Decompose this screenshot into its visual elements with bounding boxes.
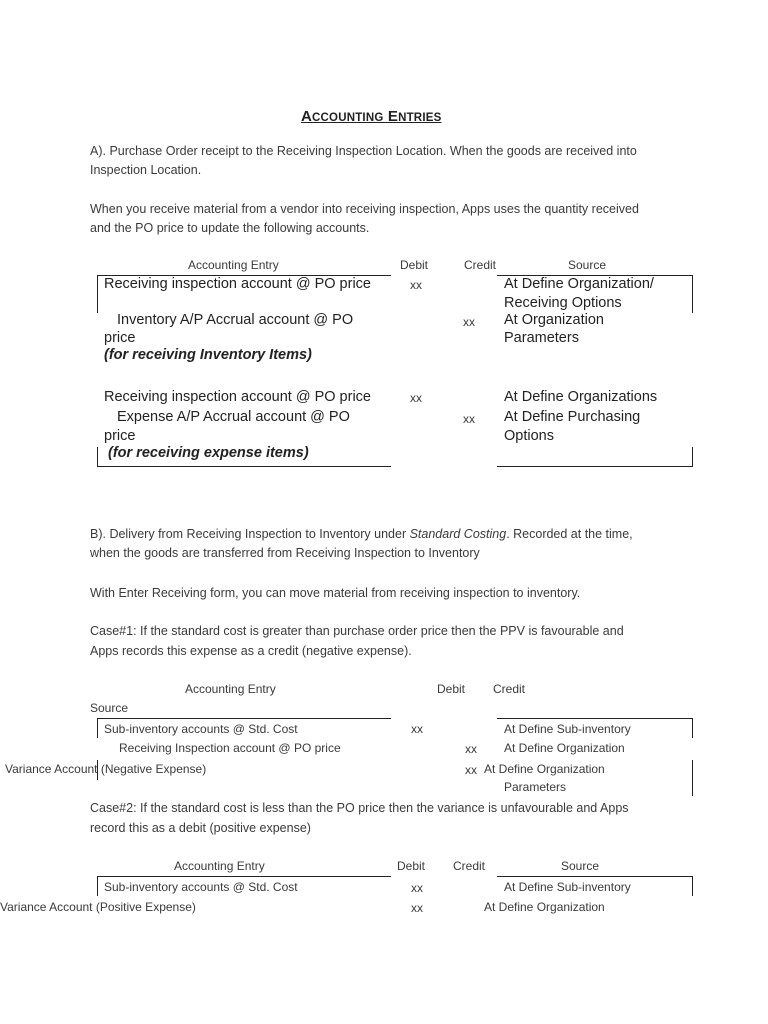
case2-line1: Case#2: If the standard cost is less than the PO price then the variance is unfavourable and Apps [90, 801, 629, 815]
table-b2-row2-entry: Variance Account (Positive Expense) [0, 900, 196, 914]
table-a-row2-source-l2: Parameters [504, 330, 579, 346]
section-b-para: With Enter Receiving form, you can move material from receiving inspection to inventory. [90, 586, 581, 600]
table-a-row2-entry-l1: Inventory A/P Accrual account @ PO [117, 312, 354, 328]
case1-line2: Apps records this expense as a credit (negative expense). [90, 644, 412, 658]
table-b1-top-border-left [97, 718, 391, 719]
table-b2-row2-debit: xx [411, 901, 423, 915]
table-b2-top-border-right [497, 876, 693, 877]
table-a-row1-source-l1: At Define Organization/ [504, 276, 654, 292]
table-b1-row1-entry: Sub-inventory accounts @ Std. Cost [104, 722, 298, 736]
table-a-row2-credit: xx [463, 315, 475, 329]
table-b1-right-border [692, 718, 693, 738]
table-b2-header-source: Source [561, 859, 600, 873]
table-b1-row2-source: At Define Organization [504, 741, 625, 755]
table-a-right-border-bottom [692, 447, 693, 467]
table-a-row3-entry: Receiving inspection account @ PO price [104, 389, 371, 405]
table-b1-header-debit: Debit [437, 682, 466, 696]
table-a-row4-source-l1: At Define Purchasing [504, 409, 641, 425]
table-b2-row1-source: At Define Sub-inventory [504, 880, 631, 894]
section-a-intro-line2: Inspection Location. [90, 163, 202, 177]
table-a-row1-debit: xx [410, 278, 422, 292]
table-a-header-debit: Debit [400, 258, 429, 272]
section-b-intro-line2: when the goods are transferred from Receiving Inspection to Inventory [90, 546, 480, 560]
table-a-row4-entry-l1: Expense A/P Accrual account @ PO [117, 409, 350, 425]
case1-line1: Case#1: If the standard cost is greater than purchase order price then the PPV is favourable and [90, 624, 624, 638]
section-a-para-line2: and the PO price to update the following accounts. [90, 221, 370, 235]
table-b1-row1-source: At Define Sub-inventory [504, 722, 631, 736]
table-b1-top-border-right [497, 718, 693, 719]
table-a-row4-source-l2: Options [504, 428, 554, 444]
table-a-row4-entry-l2: price [104, 428, 136, 444]
section-a-intro-line1: A). Purchase Order receipt to the Receiving Inspection Location. When the goods are received into [90, 144, 637, 158]
table-b2-right-border [692, 876, 693, 896]
table-a-left-border-top [97, 275, 98, 313]
table-b2-row2-source: At Define Organization [484, 900, 605, 914]
table-a-bottom-border-left [97, 466, 391, 467]
table-a-header-credit: Credit [464, 258, 497, 272]
table-b2-top-border-left [97, 876, 391, 877]
table-a-row3-source: At Define Organizations [504, 389, 658, 405]
table-a-note-expense: (for receiving expense items) [108, 445, 309, 461]
table-a-bottom-border-right [497, 466, 693, 467]
table-b2-row1-debit: xx [411, 881, 423, 895]
table-a-note-inventory: (for receiving Inventory Items) [104, 347, 312, 363]
case2-line2: record this as a debit (positive expense) [90, 821, 311, 835]
table-b1-row2-entry: Receiving Inspection account @ PO price [119, 741, 341, 755]
table-a-right-border-top [692, 275, 693, 313]
section-b-intro-line1: B). Delivery from Receiving Inspection to Inventory under Standard Costing. Recorded at the time, [90, 527, 633, 541]
table-a-row1-source-l2: Receiving Options [504, 295, 622, 311]
table-b2-row1-entry: Sub-inventory accounts @ Std. Cost [104, 880, 298, 894]
page-title: ACCOUNTING ENTRIES [301, 108, 442, 125]
table-a-header-entry: Accounting Entry [188, 258, 279, 272]
table-b1-row2-credit: xx [465, 742, 477, 756]
table-b1-header-credit: Credit [493, 682, 526, 696]
section-a-para-line1: When you receive material from a vendor into receiving inspection, Apps uses the quantity received [90, 202, 639, 216]
table-b1-row3-source-l2: Parameters [504, 780, 567, 794]
table-b2-header-debit: Debit [397, 859, 426, 873]
table-a-row2-source-l1: At Organization [504, 312, 604, 328]
table-b2-header-credit: Credit [453, 859, 486, 873]
table-b1-header-source: Source [90, 701, 129, 715]
table-b2-header-entry: Accounting Entry [174, 859, 265, 873]
table-a-row2-entry-l2: price [104, 330, 136, 346]
table-b1-row3-source-l1: At Define Organization [484, 762, 605, 776]
table-a-header-source: Source [568, 258, 607, 272]
table-b1-header-entry: Accounting Entry [185, 682, 276, 696]
table-b1-row1-debit: xx [411, 722, 423, 736]
table-b2-left-border [97, 876, 98, 896]
table-b1-row3-credit: xx [465, 763, 477, 777]
table-b1-left-border [97, 718, 98, 738]
table-b1-right-border-lower [692, 760, 693, 796]
table-a-left-border-bottom [97, 447, 98, 467]
table-a-row4-credit: xx [463, 412, 475, 426]
table-b1-row3-entry: Variance Account (Negative Expense) [5, 762, 207, 776]
table-a-row3-debit: xx [410, 391, 422, 405]
table-a-row1-entry: Receiving inspection account @ PO price [104, 276, 371, 292]
